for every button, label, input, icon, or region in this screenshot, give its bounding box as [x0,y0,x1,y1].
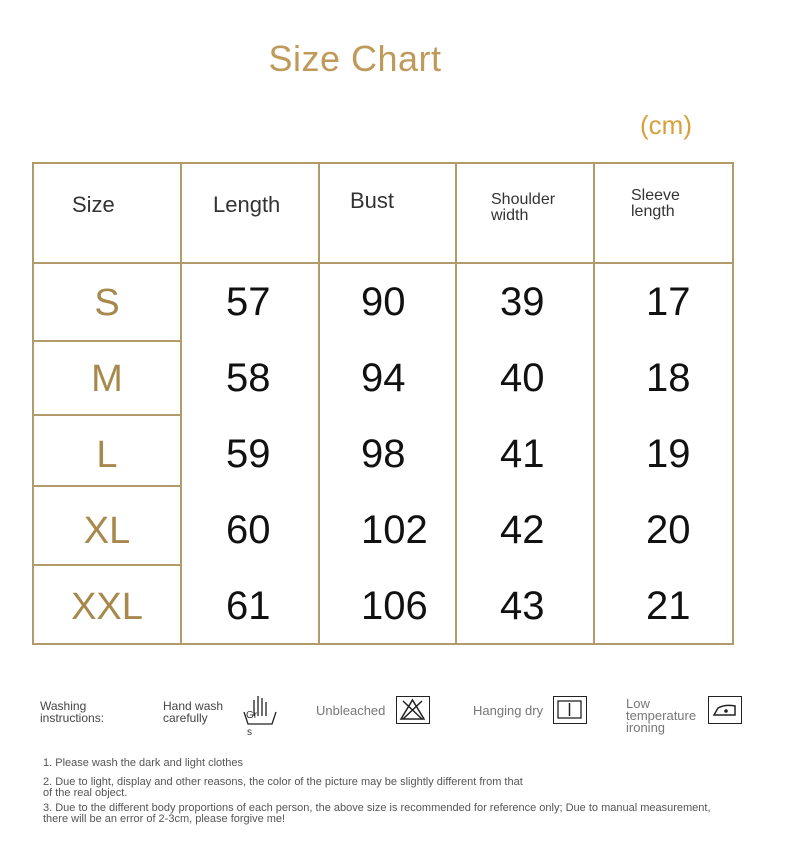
note-item: 3. Due to the different body proportions of each person, the above size is recommended for reference only; Due to manual measurement, there will be an error of 2-3cm, please forgive me! [43,802,711,825]
cell-length: 57 [226,280,271,324]
low-temperature-ironing-label: Low temperature ironing [626,696,697,735]
unbleached-label: Unbleached [316,703,386,718]
cell-shoulder: 42 [500,508,545,552]
column-divider [455,262,457,643]
header-shoulder-width: Shoulder width [491,191,556,224]
header-length: Length [213,192,281,217]
care-instructions [0,690,790,750]
column-divider [593,164,595,264]
cell-bust: 94 [361,356,406,400]
cell-length: 59 [226,432,271,476]
washing-instructions-label: Washing instructions: [40,699,105,725]
note-item: 2. Due to light, display and other reasons, the color of the picture may be slightly different from that of the real object. [43,776,523,799]
column-divider [593,262,595,643]
cell-sleeve: 19 [646,432,691,476]
page-title: Size Chart [268,38,442,79]
hanging-dry-label: Hanging dry [473,703,544,718]
cell-shoulder: 40 [500,356,545,400]
cell-sleeve: 18 [646,356,691,400]
cell-length: 61 [226,584,271,628]
note-item: 1. Please wash the dark and light clothes [43,757,243,769]
column-divider [318,262,320,643]
column-divider [180,262,182,643]
cell-sleeve: 20 [646,508,691,552]
no-bleach-icon [396,696,430,724]
cell-sleeve: 21 [646,584,691,628]
hand-wash-label: Hand wash carefully [163,699,224,725]
row-divider [34,414,182,416]
header-size: Size [72,192,115,217]
cell-length: 60 [226,508,271,552]
notes [43,758,743,825]
size-s: S [94,282,120,324]
size-l: L [96,434,118,476]
cell-shoulder: 39 [500,280,545,324]
cell-bust: 102 [361,508,428,552]
cell-bust: 90 [361,280,406,324]
hang-dry-icon [553,696,587,724]
cell-sleeve: 17 [646,280,691,324]
hand-wash-icon [240,692,280,736]
header-sleeve-length: Sleeve length [631,187,680,220]
row-divider [34,340,182,342]
row-divider [34,564,182,566]
size-m: M [91,358,123,400]
size-xxl: XXL [71,586,143,628]
cell-shoulder: 43 [500,584,545,628]
cell-bust: 106 [361,584,428,628]
header-bust: Bust [350,188,395,213]
row-divider [34,485,182,487]
cell-shoulder: 41 [500,432,545,476]
svg-text:Gr: Gr [246,710,258,721]
size-xl: XL [83,510,131,552]
header-divider [34,262,732,264]
column-divider [180,164,182,264]
size-chart-table [32,162,734,645]
unit-label: (cm) [640,110,692,140]
low-iron-icon [708,696,742,724]
svg-text:s: s [247,727,252,736]
cell-length: 58 [226,356,271,400]
column-divider [455,164,457,264]
cell-bust: 98 [361,432,406,476]
column-divider [318,164,320,264]
